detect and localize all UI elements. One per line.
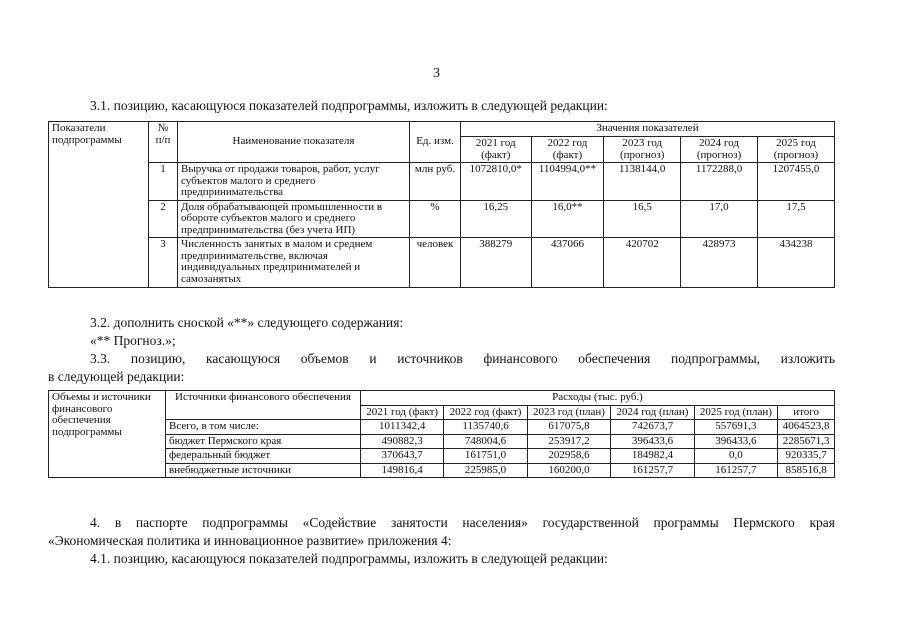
value-cell: 2285671,3 bbox=[778, 434, 835, 449]
table-row bbox=[49, 420, 835, 435]
value-cell: 428973 bbox=[681, 238, 758, 287]
value-cell: 16,5 bbox=[604, 200, 681, 238]
row-number: 2 bbox=[149, 200, 178, 238]
header-values: Значения показателей bbox=[461, 122, 835, 137]
table-row bbox=[49, 238, 835, 287]
value-cell: 748004,6 bbox=[444, 434, 527, 449]
source-name: внебюджетные источники bbox=[166, 463, 361, 478]
year-header: 2024 год (прогноз) bbox=[681, 137, 758, 163]
indicator-unit: человек bbox=[410, 238, 461, 287]
year-header: 2024 год (план) bbox=[611, 405, 694, 420]
value-cell: 1138144,0 bbox=[604, 163, 681, 201]
year-header: 2025 год (план) bbox=[694, 405, 777, 420]
value-cell: 1072810,0* bbox=[461, 163, 532, 201]
source-name: федеральный бюджет bbox=[166, 449, 361, 464]
row-number: 3 bbox=[149, 238, 178, 287]
indicator-name: Выручка от продажи товаров, работ, услуг субъектов малого и среднего предпринимательства bbox=[178, 163, 410, 201]
year-header: 2023 год (прогноз) bbox=[604, 137, 681, 163]
footnote-text: «** Прогноз.»; bbox=[90, 333, 176, 348]
table-row bbox=[49, 163, 835, 201]
value-cell: 161257,7 bbox=[611, 463, 694, 478]
financing-group-header: Объемы и источники финансового обеспечения подпрограммы bbox=[49, 391, 166, 478]
value-cell: 396433,6 bbox=[611, 434, 694, 449]
value-cell: 396433,6 bbox=[694, 434, 777, 449]
indicators-table bbox=[48, 121, 835, 288]
value-cell: 17,0 bbox=[681, 200, 758, 238]
value-cell: 225985,0 bbox=[444, 463, 527, 478]
paragraph-3-2: 3.2. дополнить сноской «**» следующего содержания: bbox=[90, 315, 404, 330]
value-cell: 617075,8 bbox=[527, 420, 610, 435]
paragraph-4-1: 4.1. позицию, касающуюся показателей подпрограммы, изложить в следующей редакции: bbox=[90, 551, 608, 566]
value-cell: 420702 bbox=[604, 238, 681, 287]
year-header: 2021 год (факт) bbox=[461, 137, 532, 163]
indicator-unit: млн руб. bbox=[410, 163, 461, 201]
header-source: Источники финансового обеспечения bbox=[166, 391, 361, 420]
value-cell: 253917,2 bbox=[527, 434, 610, 449]
value-cell: 557691,3 bbox=[694, 420, 777, 435]
year-header: 2022 год (факт) bbox=[531, 137, 604, 163]
table-row bbox=[49, 434, 835, 449]
value-cell: 490882,3 bbox=[361, 434, 444, 449]
row-number: 1 bbox=[149, 163, 178, 201]
value-cell: 202958,6 bbox=[527, 449, 610, 464]
value-cell: 858516,8 bbox=[778, 463, 835, 478]
table-row bbox=[49, 200, 835, 238]
paragraph-4-continued: «Экономическая политика и инновационное развитие» приложения 4: bbox=[48, 533, 452, 548]
indicator-name: Численность занятых в малом и среднем предпринимательстве, включая индивидуальных предпринимателей и самозанятых bbox=[178, 238, 410, 287]
indicator-unit: % bbox=[410, 200, 461, 238]
header-indicator-name: Наименование показателя bbox=[178, 122, 410, 163]
value-cell: 149816,4 bbox=[361, 463, 444, 478]
value-cell: 370643,7 bbox=[361, 449, 444, 464]
table-row bbox=[49, 449, 835, 464]
year-header: 2021 год (факт) bbox=[361, 405, 444, 420]
indicators-group-header: Показатели подпрограммы bbox=[49, 122, 149, 288]
value-cell: 434238 bbox=[757, 238, 834, 287]
value-cell: 0,0 bbox=[694, 449, 777, 464]
value-cell: 437066 bbox=[531, 238, 604, 287]
header-number: № п/п bbox=[149, 122, 178, 163]
year-header: 2023 год (план) bbox=[527, 405, 610, 420]
value-cell: 161751,0 bbox=[444, 449, 527, 464]
source-name: бюджет Пермского края bbox=[166, 434, 361, 449]
year-header: 2025 год (прогноз) bbox=[757, 137, 834, 163]
table-row bbox=[49, 463, 835, 478]
header-unit: Ед. изм. bbox=[410, 122, 461, 163]
page-number: 3 bbox=[433, 66, 440, 81]
paragraph-4: 4. в паспорте подпрограммы «Содействие занятости населения» государственной программы Пермского края bbox=[90, 515, 835, 530]
value-cell: 4064523,8 bbox=[778, 420, 835, 435]
indicator-name: Доля обрабатывающей промышленности в обороте субъектов малого и среднего предпринимательства (без учета ИП) bbox=[178, 200, 410, 238]
value-cell: 16,0** bbox=[531, 200, 604, 238]
source-name: Всего, в том числе: bbox=[166, 420, 361, 435]
paragraph-3-3: 3.3. позицию, касающуюся объемов и источников финансового обеспечения подпрограммы, изложить bbox=[90, 351, 835, 366]
financing-table bbox=[48, 390, 835, 478]
value-cell: 17,5 bbox=[757, 200, 834, 238]
value-cell: 388279 bbox=[461, 238, 532, 287]
value-cell: 1104994,0** bbox=[531, 163, 604, 201]
value-cell: 184982,4 bbox=[611, 449, 694, 464]
header-expenses: Расходы (тыс. руб.) bbox=[361, 391, 835, 406]
year-header: итого bbox=[778, 405, 835, 420]
value-cell: 920335,7 bbox=[778, 449, 835, 464]
value-cell: 1172288,0 bbox=[681, 163, 758, 201]
value-cell: 161257,7 bbox=[694, 463, 777, 478]
value-cell: 16,25 bbox=[461, 200, 532, 238]
value-cell: 1207455,0 bbox=[757, 163, 834, 201]
paragraph-3-1: 3.1. позицию, касающуюся показателей подпрограммы, изложить в следующей редакции: bbox=[90, 98, 608, 113]
value-cell: 1135740,6 bbox=[444, 420, 527, 435]
year-header: 2022 год (факт) bbox=[444, 405, 527, 420]
value-cell: 742673,7 bbox=[611, 420, 694, 435]
paragraph-3-3-continued: в следующей редакции: bbox=[48, 369, 185, 384]
value-cell: 1011342,4 bbox=[361, 420, 444, 435]
value-cell: 160200,0 bbox=[527, 463, 610, 478]
